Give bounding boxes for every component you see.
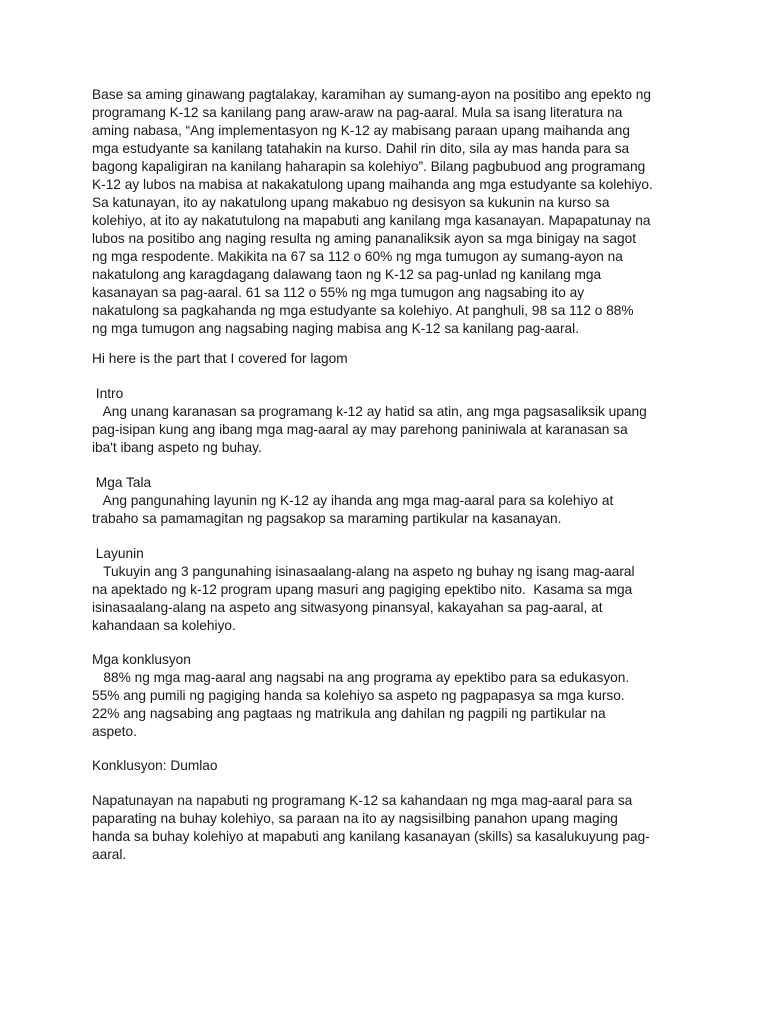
text-line: programang K-12 sa kanilang pang araw-araw na pag-aaral. Mula sa isang literatura na <box>92 105 623 120</box>
intro-section <box>92 385 682 457</box>
section-heading: Konklusyon: Dumlao <box>92 758 218 773</box>
note-text: Hi here is the part that I covered for lagom <box>92 351 348 366</box>
konklusyon-section <box>92 651 682 741</box>
final-paragraph <box>92 792 682 864</box>
text-line: 22% ang nagsabing ang pagtaas ng matrikula ang dahilan ng pagpili ng partikular na <box>92 706 606 721</box>
text-line: K-12 ay lubos na mabisa at nakakatulong upang maihanda ang mga estudyante sa kolehiyo. <box>92 177 653 192</box>
dumlao-heading <box>92 757 682 775</box>
text-line: lubos na positibo ang naging resulta ng aming pananaliksik ayon sa mga binigay na sagot <box>92 231 637 246</box>
text-line: Napatunayan na napabuti ng programang K-12 sa kahandaan ng mga mag-aaral para sa <box>92 793 633 808</box>
section-heading: Mga Tala <box>92 475 152 490</box>
text-line: paparating na buhay kolehiyo, sa paraan na ito ay nagsisilbing panahon upang maging <box>92 811 618 826</box>
text-line: aaral. <box>92 847 127 862</box>
text-line: nakatulong sa pagkahanda ng mga estudyante sa kolehiyo. At panghuli, 98 sa 112 o 88% <box>92 303 634 318</box>
section-heading: Intro <box>92 386 124 401</box>
text-line: mga estudyante sa kanilang tatahakin na kurso. Dahil rin dito, sila ay mas handa para sa <box>92 141 630 156</box>
text-line: pag-isipan kung ang ibang mga mag-aaral ay may parehong paniniwala at karanasan sa <box>92 422 628 437</box>
layunin-section <box>92 545 682 635</box>
text-line: handa sa buhay kolehiyo at mapabuti ang kanilang kasanayan (skills) sa kasalukuyung pag- <box>92 829 650 844</box>
text-line: iba't ibang aspeto ng buhay. <box>92 440 262 455</box>
text-line: Tukuyin ang 3 pangunahing isinasaalang-alang na aspeto ng buhay ng isang mag-aaral <box>92 564 635 579</box>
text-line: Ang unang karanasan sa programang k-12 ay hatid sa atin, ang mga pagsasaliksik upang <box>92 404 647 419</box>
text-line: Ang pangunahing layunin ng K-12 ay ihanda ang mga mag-aaral para sa kolehiyo at <box>92 493 614 508</box>
text-line: bagong kapaligiran na kanilang haharapin sa kolehiyo”. Bilang pagbubuod ang programang <box>92 159 646 174</box>
section-heading: Mga konklusyon <box>92 652 191 667</box>
text-line: trabaho sa pamamagitan ng pagsakop sa maraming partikular na kasanayan. <box>92 511 562 526</box>
text-line: kahandaan sa kolehiyo. <box>92 618 236 633</box>
note-line <box>92 350 682 368</box>
text-line: kolehiyo, at ito ay nakatutulong na mapabuti ang kanilang mga kasanayan. Mapapatunay na <box>92 213 651 228</box>
text-line: nakatulong ang karagdagang dalawang taon ng K-12 sa pag-unlad ng kanilang mga <box>92 267 602 282</box>
text-line: isinasaalang-alang na aspeto ang sitwasyong pinansyal, kakayahan sa pag-aaral, at <box>92 600 603 615</box>
text-line: ng mga respodente. Makikita na 67 sa 112 o 60% ng mga tumugon ay sumang-ayon na <box>92 249 623 264</box>
section-heading: Layunin <box>92 546 144 561</box>
text-line: aspeto. <box>92 724 137 739</box>
text-line: na apektado ng k-12 program upang masuri ang pagiging epektibo nito. Kasama sa mga <box>92 582 633 597</box>
text-line: ng mga tumugon ang nagsabing naging mabisa ang K-12 sa kanilang pag-aaral. <box>92 321 580 336</box>
text-line: aming nabasa, “Ang implementasyon ng K-12 ay mabisang paraan upang maihanda ang <box>92 123 630 138</box>
text-line: 88% ng mga mag-aaral ang nagsabi na ang programa ay epektibo para sa edukasyon. <box>92 670 630 685</box>
tala-section <box>92 474 682 528</box>
text-line: 55% ang pumili ng pagiging handa sa kolehiyo sa aspeto ng pagpapasya sa mga kurso. <box>92 688 625 703</box>
text-line: Base sa aming ginawang pagtalakay, karamihan ay sumang-ayon na positibo ang epekto ng <box>92 87 652 102</box>
text-line: kasanayan sa pag-aaral. 61 sa 112 o 55% ng mga tumugon ang nagsabing ito ay <box>92 285 585 300</box>
summary-paragraph <box>92 86 682 338</box>
text-line: Sa katunayan, ito ay nakatulong upang makabuo ng desisyon sa kukunin na kurso sa <box>92 195 610 210</box>
